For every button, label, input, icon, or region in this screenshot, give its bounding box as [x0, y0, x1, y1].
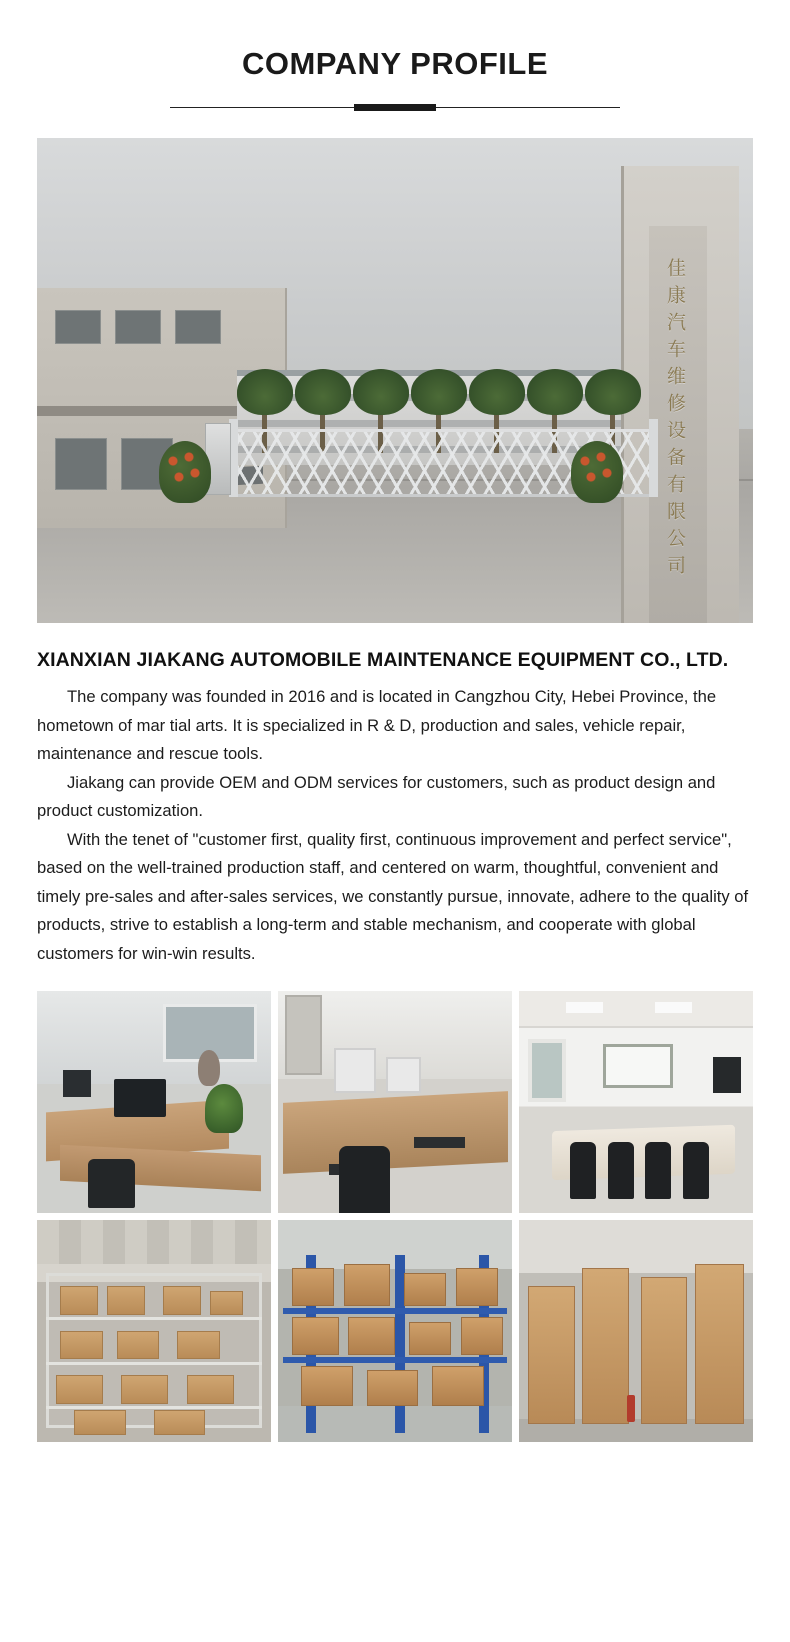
flowering-shrub: [571, 441, 623, 503]
carton-box: [177, 1331, 219, 1360]
carton-box: [187, 1375, 234, 1404]
carton-box: [456, 1268, 498, 1306]
window: [115, 310, 161, 344]
facility-photo-grid: [37, 991, 753, 1442]
office-chair: [570, 1142, 596, 1200]
fire-extinguisher: [627, 1395, 635, 1422]
ceiling-light: [655, 1002, 692, 1013]
page-header: [0, 0, 790, 112]
carton-stack: [528, 1286, 575, 1424]
shelf-level: [283, 1308, 508, 1314]
carton-box: [348, 1317, 395, 1355]
signage-chinese-text: 佳康汽车维修设备有限公司: [664, 258, 686, 582]
carton-box: [117, 1331, 159, 1360]
office-chair: [608, 1142, 634, 1200]
shelf-level: [46, 1317, 261, 1320]
carton-box: [107, 1286, 144, 1315]
title-divider: [170, 104, 620, 112]
office-open-workspace-photo: [37, 991, 271, 1213]
carton-box: [409, 1322, 451, 1355]
monitor: [386, 1057, 421, 1093]
company-description: [37, 683, 753, 968]
divider-accent-bar: [354, 104, 436, 111]
office-chair: [645, 1142, 671, 1200]
carton-box: [292, 1317, 339, 1355]
paragraph-1: The company was founded in 2016 and is located in Cangzhou City, Hebei Province, the hometown of mar tial arts. It is specialized in R & D, production and sales, vehicle repair, maintenance and rescue tools.: [37, 687, 717, 764]
monitor: [114, 1079, 165, 1117]
office-chair: [88, 1159, 135, 1208]
factory-gate-photo: [37, 138, 753, 623]
company-name: XIANXIAN JIAKANG AUTOMOBILE MAINTENANCE EQUIPMENT CO., LTD.: [37, 649, 729, 671]
roof-structure: [37, 1220, 271, 1264]
shelf-level: [46, 1362, 261, 1365]
potted-plant: [205, 1084, 242, 1133]
carton-box: [121, 1375, 168, 1404]
carton-box: [56, 1375, 103, 1404]
carton-box: [292, 1268, 334, 1306]
meeting-room-photo: [519, 991, 753, 1213]
person: [198, 1050, 219, 1086]
carton-box: [301, 1366, 352, 1406]
paragraph-3: With the tenet of "customer first, quality first, continuous improvement and perfect service", based on the well-trained production staff, and centered on warm, thoughtful, convenient and timely pre-sales and after-sales services, we constantly pursue, innovate, adhere to the quality of products, strive to establish a long-term and stable mechanism, and cooperate with global customers for win-win results.: [37, 829, 749, 963]
office-chair: [683, 1142, 709, 1200]
window: [55, 438, 107, 490]
warehouse-shelving-photo: [37, 1220, 271, 1442]
carton-box: [432, 1366, 483, 1406]
page-title: COMPANY PROFILE: [241, 46, 549, 81]
whiteboard: [603, 1044, 673, 1088]
carton-box: [60, 1286, 97, 1315]
paragraph-2: Jiakang can provide OEM and ODM services for customers, such as product design and product customization.: [37, 772, 716, 821]
shelf-level: [283, 1357, 508, 1363]
carton-box: [344, 1264, 391, 1306]
carton-box: [154, 1410, 205, 1434]
keyboard: [414, 1137, 465, 1148]
carton-stack: [695, 1264, 744, 1424]
desk: [283, 1091, 508, 1174]
ceiling-light: [566, 1002, 603, 1013]
carton-box: [404, 1273, 446, 1306]
carton-stack: [582, 1268, 629, 1423]
carton-box: [163, 1286, 200, 1315]
ceiling: [519, 991, 753, 1029]
carton-box: [210, 1291, 243, 1315]
carton-box: [461, 1317, 503, 1355]
office-chair: [339, 1146, 390, 1213]
door: [285, 995, 322, 1075]
carton-box: [367, 1370, 418, 1406]
carton-box: [74, 1410, 125, 1434]
window: [55, 310, 101, 344]
monitor: [63, 1070, 91, 1097]
window: [528, 1039, 565, 1101]
office-desks-photo: [278, 991, 512, 1213]
window: [175, 310, 221, 344]
wall-screen: [713, 1057, 741, 1093]
carton-stack: [641, 1277, 688, 1424]
shelf-level: [46, 1406, 261, 1409]
warehouse-blue-racks-photo: [278, 1220, 512, 1442]
carton-box: [60, 1331, 102, 1360]
flowering-shrub: [159, 441, 211, 503]
monitor: [334, 1048, 376, 1092]
gate-post: [649, 419, 658, 497]
warehouse-carton-stacks-photo: [519, 1220, 753, 1442]
